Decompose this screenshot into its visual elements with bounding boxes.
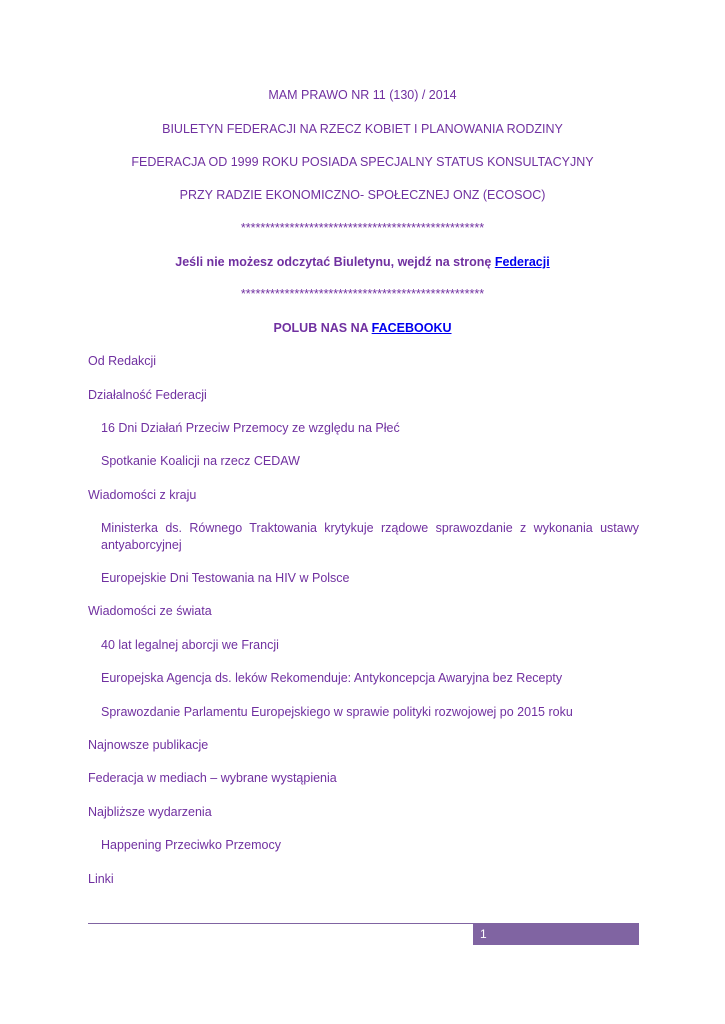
toc-subitem-aborcja-francja[interactable]: 40 lat legalnej aborcji we Francji: [101, 638, 279, 652]
toc-subitem-koalicja-cedaw[interactable]: Spotkanie Koalicji na rzecz CEDAW: [101, 454, 300, 468]
read-online-notice-text: Jeśli nie możesz odczytać Biuletynu, wejdź na stronę: [175, 255, 495, 269]
read-online-notice: [0, 254, 725, 270]
toc-subitem-antykoncepcja-awaryjna[interactable]: Europejska Agencja ds. leków Rekomenduje: Antykoncepcja Awaryjna bez Recepty: [101, 671, 563, 685]
facebook-notice: [0, 320, 725, 336]
ecosoc-line: PRZY RADZIE EKONOMICZNO- SPOŁECZNEJ ONZ (ECOSOC): [179, 188, 546, 202]
toc-item-linki[interactable]: Linki: [88, 872, 114, 886]
toc-subitem-dni-testowania-hiv[interactable]: Europejskie Dni Testowania na HIV w Polsce: [101, 571, 350, 585]
bulletin-title: BIULETYN FEDERACJI NA RZECZ KOBIET I PLANOWANIA RODZINY: [162, 122, 563, 136]
issue-title: MAM PRAWO NR 11 (130) / 2014: [268, 88, 457, 102]
toc-item-dzialalnosc-federacji[interactable]: Działalność Federacji: [88, 388, 207, 402]
federacja-link[interactable]: Federacji: [494, 255, 550, 269]
toc-item-najnowsze-publikacje[interactable]: Najnowsze publikacje: [88, 738, 209, 752]
toc-item-federacja-w-mediach[interactable]: Federacja w mediach – wybrane wystąpienia: [88, 771, 337, 785]
toc-subitem-ministerka[interactable]: Ministerka ds. Równego Traktowania krytykuje rządowe sprawozdanie z wykonania ustawy antyaborcyjnej: [101, 521, 639, 552]
separator-bottom: **************************************************: [240, 287, 485, 301]
separator-top: **************************************************: [240, 221, 485, 235]
toc-item-od-redakcji[interactable]: Od Redakcji: [88, 354, 157, 368]
toc-subitem-sprawozdanie-pe[interactable]: Sprawozdanie Parlamentu Europejskiego w sprawie polityki rozwojowej po 2015 roku: [101, 705, 573, 719]
toc-subitem-happening[interactable]: Happening Przeciwko Przemocy: [101, 838, 281, 852]
page-number: 1: [473, 923, 639, 945]
facebook-link[interactable]: FACEBOOKU: [371, 321, 452, 335]
toc-item-wiadomosci-ze-swiata[interactable]: Wiadomości ze świata: [88, 604, 212, 618]
consultative-status-line: FEDERACJA OD 1999 ROKU POSIADA SPECJALNY STATUS KONSULTACYJNY: [131, 155, 594, 169]
facebook-notice-text: POLUB NAS NA: [273, 321, 372, 335]
toc-item-wiadomosci-z-kraju[interactable]: Wiadomości z kraju: [88, 488, 197, 502]
toc-item-najblizsze-wydarzenia[interactable]: Najbliższe wydarzenia: [88, 805, 212, 819]
toc-subitem-16-dni[interactable]: 16 Dni Działań Przeciw Przemocy ze względu na Płeć: [101, 421, 400, 435]
